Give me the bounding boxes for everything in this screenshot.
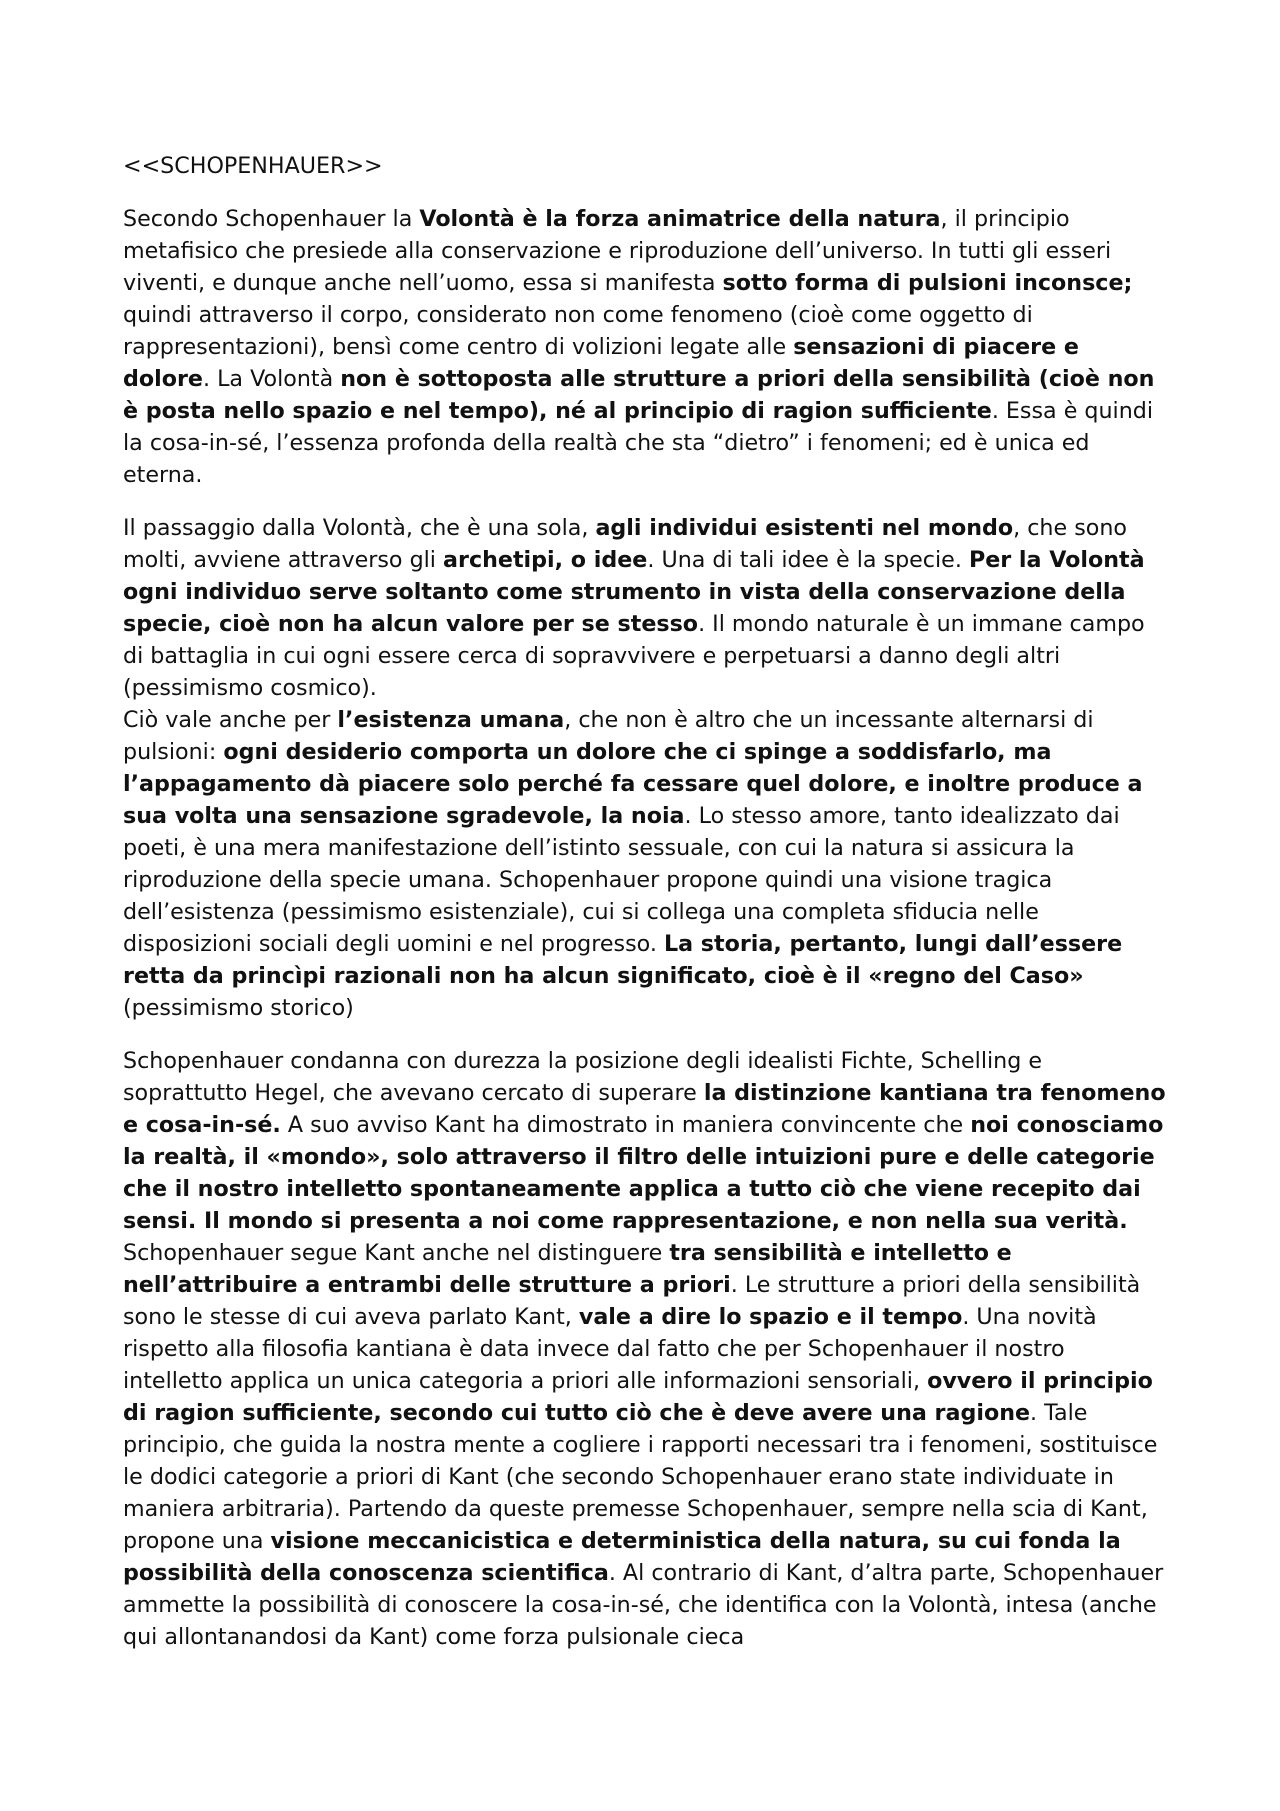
document-body [123,203,1168,1653]
bold-text: sensazioni di piacere e dolore [123,334,1079,392]
text-run: . Una di tali idee è la specie. [647,547,969,573]
paragraph-3 [123,704,1168,1024]
text-run: Ciò vale anche per [123,707,338,733]
bold-text: Per la Volontà ogni individuo serve soltanto come strumento in vista della conservazione della specie, cioè non ha alcun valore per se stesso [123,547,1145,637]
bold-text: tra sensibilità e intelletto e nell’attribuire a entrambi delle strutture a priori [123,1240,1012,1298]
text-run: quindi attraverso il corpo, considerato non come fenomeno (cioè come oggetto di rappresentazioni), bensì come centro di volizioni legate alle [123,302,1033,360]
text-run: . Le strutture a priori della sensibilità sono le stesse di cui aveva parlato Kant, [123,1272,1141,1330]
text-run: Il passaggio dalla Volontà, che è una sola, [123,515,596,541]
text-run: , che sono molti, avviene attraverso gli [123,515,1127,573]
bold-text: Volontà è la forza animatrice della natura [419,206,941,232]
text-run: . Una novità rispetto alla filosofia kantiana è data invece dal fatto che per Schopenhauer il nostro intelletto applica un unica categoria a priori alle informazioni sensoriali, [123,1304,1097,1394]
text-run: Schopenhauer condanna con durezza la posizione degli idealisti Fichte, Schelling e soprattutto Hegel, che avevano cercato di superare [123,1048,1043,1106]
document-page [123,150,1168,1653]
bold-text: sotto forma di pulsioni inconsce; [722,270,1133,296]
text-run: , che non è altro che un incessante alternarsi di pulsioni: [123,707,1094,765]
bold-text: l’esistenza umana [337,707,565,733]
bold-text: non è sottoposta alle strutture a priori della sensibilità (cioè non è posta nello spazio e nel tempo), né al principio di ragion sufficiente [123,366,1155,424]
bold-text: visione meccanicistica e deterministica della natura, su cui fonda la possibilità della conoscenza scientifica [123,1528,1121,1586]
text-run: . Lo stesso amore, tanto idealizzato dai poeti, è una mera manifestazione dell’istinto sessuale, con cui la natura si assicura la riproduzione della specie umana. Schopenhauer propone quindi una visione tragica dell’esistenza (pessimismo esistenziale), cui si collega una completa sfiducia nelle disposizioni sociali degli uomini e nel progresso. [123,803,1120,957]
text-run: Schopenhauer segue Kant anche nel distinguere [123,1240,670,1266]
text-run: . La Volontà [202,366,341,392]
paragraph-4 [123,1045,1168,1653]
bold-text: vale a dire lo spazio e il tempo [578,1304,963,1330]
bold-text: La storia, pertanto, lungi dall’essere retta da princìpi razionali non ha alcun significato, cioè è il «regno del Caso» [123,931,1123,989]
text-run: Secondo Schopenhauer la [123,206,420,232]
text-run: . Il mondo naturale è un immane campo di battaglia in cui ogni essere cerca di sopravvivere e perpetuarsi a danno degli altri (pessimismo cosmico). [123,611,1145,701]
text-run: (pessimismo storico) [123,995,354,1021]
bold-text: ogni desiderio comporta un dolore che ci spinge a soddisfarlo, ma l’appagamento dà piacere solo perché fa cessare quel dolore, e inoltre produce a sua volta una sensazione sgradevole, la noia [123,739,1143,829]
text-run: . Essa è quindi la cosa-in-sé, l’essenza profonda della realtà che sta “dietro” i fenomeni; ed è unica ed eterna. [123,398,1154,488]
text-run: , il principio metafisico che presiede alla conservazione e riproduzione dell’universo. In tutti gli esseri viventi, e dunque anche nell’uomo, essa si manifesta [123,206,1112,296]
text-run: . Tale principio, che guida la nostra mente a cogliere i rapporti necessari tra i fenomeni, sostituisce le dodici categorie a priori di Kant (che secondo Schopenhauer erano state individuate in maniera arbitraria). Partendo da queste premesse Schopenhauer, sempre nella scia di Kant, propone una [123,1400,1158,1554]
bold-text: agli individui esistenti nel mondo [595,515,1014,541]
paragraph-2 [123,512,1168,704]
bold-text: ovvero il principio di ragion sufficiente, secondo cui tutto ciò che è deve avere una ragione [123,1368,1153,1426]
text-run: . Al contrario di Kant, d’altra parte, Schopenhauer ammette la possibilità di conoscere la cosa-in-sé, che identifica con la Volontà, intesa (anche qui allontanandosi da Kant) come forza pulsionale cieca [123,1560,1164,1650]
bold-text: archetipi, o idee [443,547,648,573]
bold-text: la distinzione kantiana tra fenomeno e cosa-in-sé. [123,1080,1166,1138]
paragraph-1 [123,203,1168,491]
document-title: <<SCHOPENHAUER>> [123,153,383,179]
bold-text: noi conosciamo la realtà, il «mondo», solo attraverso il filtro delle intuizioni pure e delle categorie che il nostro intelletto spontaneamente applica a tutto ciò che viene recepito dai sensi. Il mondo si presenta a noi come rappresentazione, e non nella sua verità. [123,1112,1164,1234]
text-run: A suo avviso Kant ha dimostrato in maniera convincente che [280,1112,971,1138]
